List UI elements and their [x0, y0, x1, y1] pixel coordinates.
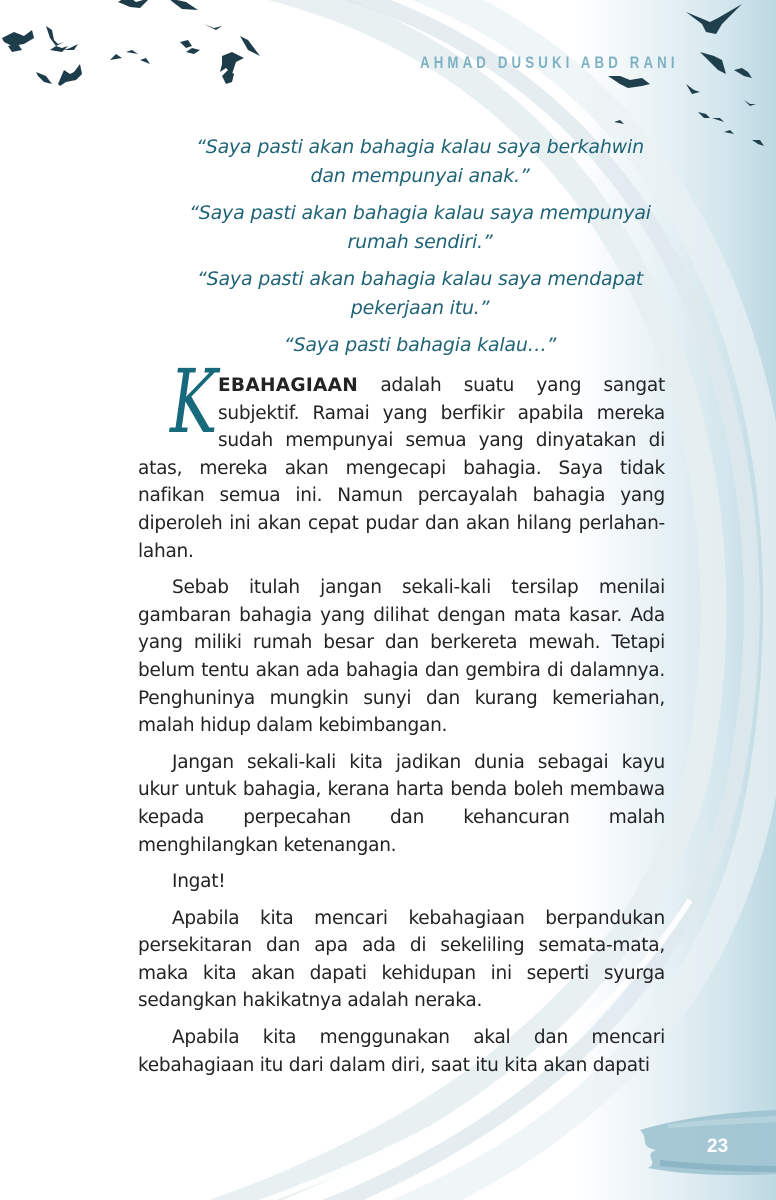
page-number-badge: [630, 1118, 776, 1178]
flock-of-birds-icon: [2, 0, 260, 86]
quote-line: pekerjaan itu.”: [350, 296, 490, 319]
quote-line: dan mempunyai anak.”: [310, 164, 530, 187]
paragraph-text: adalah suatu yang sangat subjektif. Ramai yang berfikir apabila mereka sudah mempunyai semua yang dinyatakan di atas, mereka akan mengecapi bahagia. Saya tidak nafikan semua ini. Namun percayalah bahagia yang diperoleh ini akan cepat pudar dan akan hilang perlahan-lahan.: [138, 375, 665, 562]
drop-cap-letter: K: [170, 350, 218, 453]
paragraph-5: Apabila kita menggunakan akal dan mencari kebahagiaan itu dari dalam diri, saat itu kita akan dapati: [138, 1027, 665, 1076]
body-text: [138, 350, 665, 1088]
quote-line: rumah sendiri.”: [347, 230, 493, 253]
paragraph-1: [138, 350, 665, 565]
quote-line: “Saya pasti akan bahagia kalau saya mempunyai: [189, 202, 651, 224]
quote-line: “Saya pasti akan bahagia kalau saya berkahwin: [196, 136, 644, 158]
quote-2: [160, 199, 680, 256]
quote-3: [160, 265, 680, 322]
drop-cap: [170, 350, 218, 453]
page-number: 23: [707, 1136, 729, 1157]
quote-1: [160, 133, 680, 190]
quote-line: “Saya pasti akan bahagia kalau saya mendapat: [196, 268, 644, 290]
running-header-author: AHMAD DUSUKI ABD RANI: [420, 53, 679, 72]
quote-4: [160, 331, 680, 360]
paragraph-4: Apabila kita mencari kebahagiaan berpandukan persekitaran dan apa ada di sekeliling semata-mata, maka kita akan dapati kehidupan ini seperti syurga sedangkan hakikatnya adalah neraka.: [138, 907, 665, 1012]
opening-quotes: [160, 133, 680, 369]
paragraph-3: Jangan sekali-kali kita jadikan dunia sebagai kayu ukur untuk bahagia, kerana harta benda boleh membawa kepada perpecahan dan kehancuran malah menghilangkan ketenangan.: [138, 751, 665, 856]
paragraph-2: Sebab itulah jangan sekali-kali tersilap menilai gambaran bahagia yang dilihat dengan mata kasar. Ada yang miliki rumah besar dan berkereta mewah. Tetapi belum tentu akan ada bahagia dan gembira di dalamnya. Penghuninya mungkin sunyi dan kurang kemeriahan, malah hidup dalam kebimbangan.: [138, 577, 665, 737]
quote-line: “Saya pasti bahagia kalau…”: [283, 334, 557, 356]
lead-word: EBAHAGIAAN: [218, 375, 359, 396]
paragraph-ingat: Ingat!: [172, 871, 226, 893]
